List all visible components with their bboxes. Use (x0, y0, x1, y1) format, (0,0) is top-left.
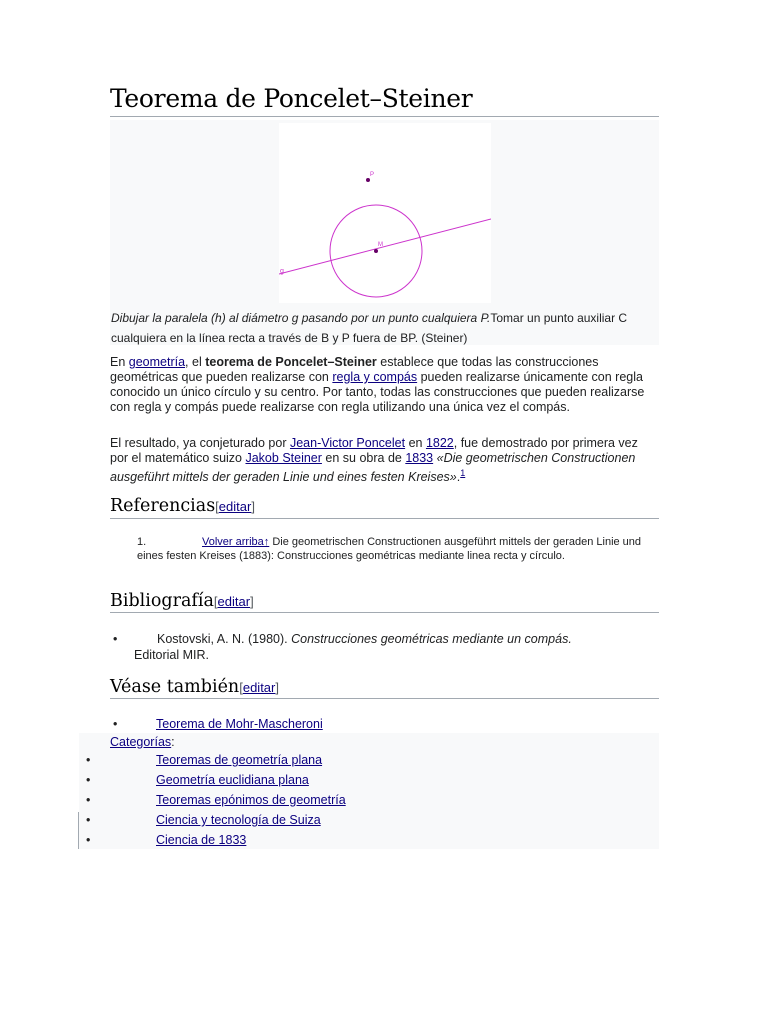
bullet: • (113, 717, 118, 731)
text: El resultado, ya conjeturado por (110, 436, 290, 450)
category-link[interactable]: Ciencia de 1833 (156, 833, 247, 847)
bullet: • (86, 773, 91, 787)
text: establece que todas las construcciones geométricas que pueden realizarse con (110, 355, 599, 384)
section-divider (110, 612, 659, 613)
edit-section (239, 680, 279, 695)
center-point (374, 249, 378, 253)
text: en (405, 436, 426, 450)
heading-text: Véase también (110, 677, 240, 697)
categories-border (78, 812, 79, 849)
title-divider (110, 116, 659, 117)
category-link[interactable]: Teoremas de geometría plana (156, 753, 323, 767)
category-link[interactable]: Geometría euclidiana plana (156, 773, 309, 787)
bullet: • (86, 833, 91, 847)
see-also-item (113, 717, 323, 731)
intro-paragraph-1 (110, 355, 659, 415)
link-1833[interactable]: 1833 (405, 451, 434, 465)
categories-label (110, 735, 175, 749)
category-item (86, 833, 246, 847)
text: En (110, 355, 129, 369)
caption-italic: Dibujar la paralela (h) al diámetro g pasando por un punto cualquiera P. (111, 311, 491, 325)
caption-rest: Tomar un punto auxiliar C cualquiera en la línea recta a través de B y P fuera de BP. (Steiner) (111, 311, 628, 345)
bracket: ] (251, 499, 255, 514)
work-title: «Die geometrischen Constructionen ausgeführt mittels der geraden Linie und eines festen Kreises» (110, 451, 636, 485)
bracket: ] (275, 680, 279, 695)
bib-publisher: Editorial MIR. (134, 648, 210, 662)
bold-term: teorema de Poncelet–Steiner (205, 355, 377, 369)
text: , fue demostrado por primera vez por el matemático suizo (110, 436, 638, 465)
link-1822[interactable]: 1822 (425, 436, 454, 450)
edit-link[interactable]: editar (218, 499, 252, 514)
link-regla-compas[interactable]: regla y compás (332, 370, 418, 384)
figure-caption (111, 308, 656, 348)
link-mohr-mascheroni[interactable]: Teorema de Mohr-Mascheroni (156, 717, 323, 731)
point-p (366, 178, 370, 182)
categories-link[interactable]: Categorías (110, 735, 172, 749)
ref-number: 1. (137, 536, 147, 548)
ref-text: Die geometrischen Constructionen ausgeführt mittels der geraden Linie und eines festen Kreises (1883): Construcciones geométricas mediante linea recta y círculo. (137, 536, 642, 562)
heading-text: Referencias (110, 496, 216, 516)
bracket: ] (250, 594, 254, 609)
bullet: • (86, 753, 91, 767)
link-steiner[interactable]: Jakob Steiner (245, 451, 322, 465)
geometry-diagram (279, 123, 491, 303)
bib-author: Kostovski, A. N. (1980). (157, 632, 292, 646)
edit-section (214, 594, 254, 609)
bib-title: Construcciones geométricas mediante un compás. (291, 632, 572, 646)
bullet: • (86, 813, 91, 827)
reference-item (137, 536, 657, 563)
section-divider (110, 698, 659, 699)
heading-text: Bibliografía (110, 591, 214, 611)
bracket: [ (215, 499, 219, 514)
colon: : (171, 735, 175, 749)
category-item (86, 793, 346, 807)
text: pueden realizarse únicamente con regla conocido un único círculo y su centro. Por tanto, todas las construcciones que pueden realizarse con regla y compás puede realizarse con regla utilizando una única vez el compás. (110, 370, 645, 414)
categories-box (79, 733, 659, 849)
text: en su obra de (321, 451, 406, 465)
text: . (456, 470, 461, 485)
label-g: g (280, 268, 284, 275)
bullet: • (86, 793, 91, 807)
category-item (86, 753, 322, 767)
category-item (86, 813, 321, 827)
intro-paragraph-2 (110, 436, 659, 485)
edit-link[interactable]: editar (242, 680, 276, 695)
page-title: Teorema de Poncelet–Steiner (110, 84, 473, 113)
bullet: • (113, 632, 118, 646)
edit-section (215, 499, 255, 514)
category-link[interactable]: Teoremas epónimos de geometría (156, 793, 346, 807)
text: , el (185, 355, 206, 369)
category-link[interactable]: Ciencia y tecnología de Suiza (156, 813, 321, 827)
bibliography-item (113, 631, 658, 663)
link-poncelet[interactable]: Jean-Victor Poncelet (289, 436, 406, 450)
figure-image[interactable] (279, 123, 491, 303)
link-geometria[interactable]: geometría (128, 355, 186, 369)
label-m: M (378, 242, 383, 248)
line-g (279, 219, 491, 274)
bracket: [ (239, 680, 243, 695)
edit-link[interactable]: editar (217, 594, 251, 609)
heading-vease (110, 677, 279, 697)
label-p: P (370, 172, 375, 178)
heading-referencias (110, 496, 255, 516)
footnote-link[interactable]: 1 (460, 468, 466, 478)
heading-bibliografia (110, 591, 254, 611)
bracket: [ (213, 594, 218, 609)
section-divider (110, 518, 659, 519)
category-item (86, 773, 309, 787)
backlink[interactable]: Volver arriba↑ (202, 536, 270, 548)
